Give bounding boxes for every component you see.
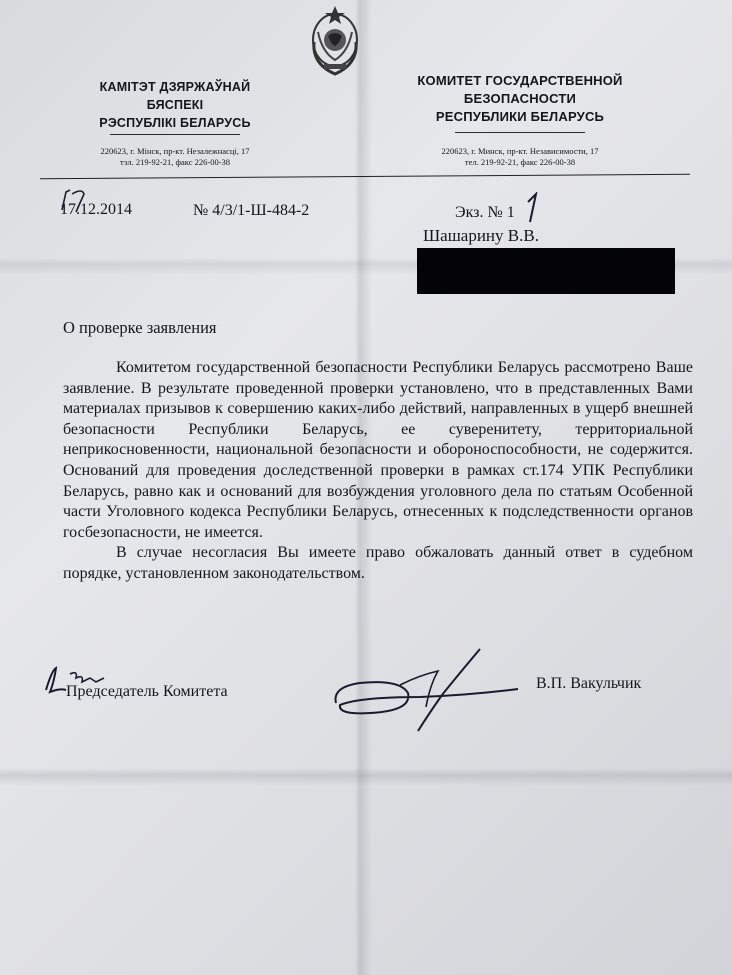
org-line: РЭСПУБЛІКІ БЕЛАРУСЬ — [99, 116, 251, 130]
redacted-block — [417, 248, 675, 294]
org-line: БЕЗОПАСНОСТИ — [463, 91, 577, 106]
recipient-name: Шашарину В.В. — [423, 226, 539, 245]
org-line: КАМІТЭТ ДЗЯРЖАЎНАЙ — [99, 80, 251, 94]
org-name-belarusian — [60, 78, 290, 132]
address-line: тэл. 219-92-21, факс 226-00-38 — [119, 157, 231, 167]
body-paragraph: В случае несогласия Вы имеете право обжаловать данный ответ в судебном порядке, установленном законодательством. — [63, 544, 693, 582]
address-line: 220623, г. Мінск, пр-кт. Незалежнасці, 17 — [100, 146, 250, 156]
document-number: № 4/3/1-Ш-484-2 — [193, 202, 310, 219]
letter-subject: О проверке заявления — [63, 318, 217, 337]
handwritten-copy-mark — [520, 192, 542, 224]
copy-number: Экз. № 1 — [455, 204, 515, 221]
header-divider — [455, 132, 585, 133]
document-date: 17.12.2014 — [60, 201, 132, 218]
handwritten-signature — [330, 645, 520, 735]
org-line: БЯСПЕКІ — [146, 98, 204, 112]
address-line: 220623, г. Минск, пр-кт. Независимости, 17 — [441, 146, 599, 156]
address-russian — [385, 146, 655, 168]
signer-title: Председатель Комитета — [66, 683, 228, 700]
handwritten-date-mark — [58, 186, 88, 216]
header-divider — [110, 134, 240, 135]
header-rule — [40, 174, 690, 180]
letter-body — [63, 358, 693, 585]
address-belarusian — [60, 146, 290, 168]
body-paragraph: Комитетом государственной безопасности Республики Беларусь рассмотрено Ваше заявление. В результате проведенной проверки установлено, что в представленных Вами материалах призывов к совершению каких-либо действий, направленных в ущерб внешней безопасности Республики Беларусь, ее суверенитету, территориальной неприкосновенности, национальной безопасности и обороноспособности, не содержится. Оснований для проведения доследственной проверки в рамках ст.174 УПК Республики Беларусь, равно как и оснований для возбуждения уголовного дела по статьям Особенной части Уголовного кодекса Республики Беларусь, отнесенных к подследственности органов госбезопасности, не имеется. — [63, 359, 693, 541]
address-line: тел. 219-92-21, факс 226-00-38 — [464, 157, 576, 167]
signer-name: В.П. Вакульчик — [536, 675, 642, 692]
org-line: РЕСПУБЛИКИ БЕЛАРУСЬ — [435, 109, 605, 124]
org-name-russian — [385, 72, 655, 126]
org-line: КОМИТЕТ ГОСУДАРСТВЕННОЙ — [417, 73, 623, 88]
state-emblem-icon — [306, 2, 364, 78]
